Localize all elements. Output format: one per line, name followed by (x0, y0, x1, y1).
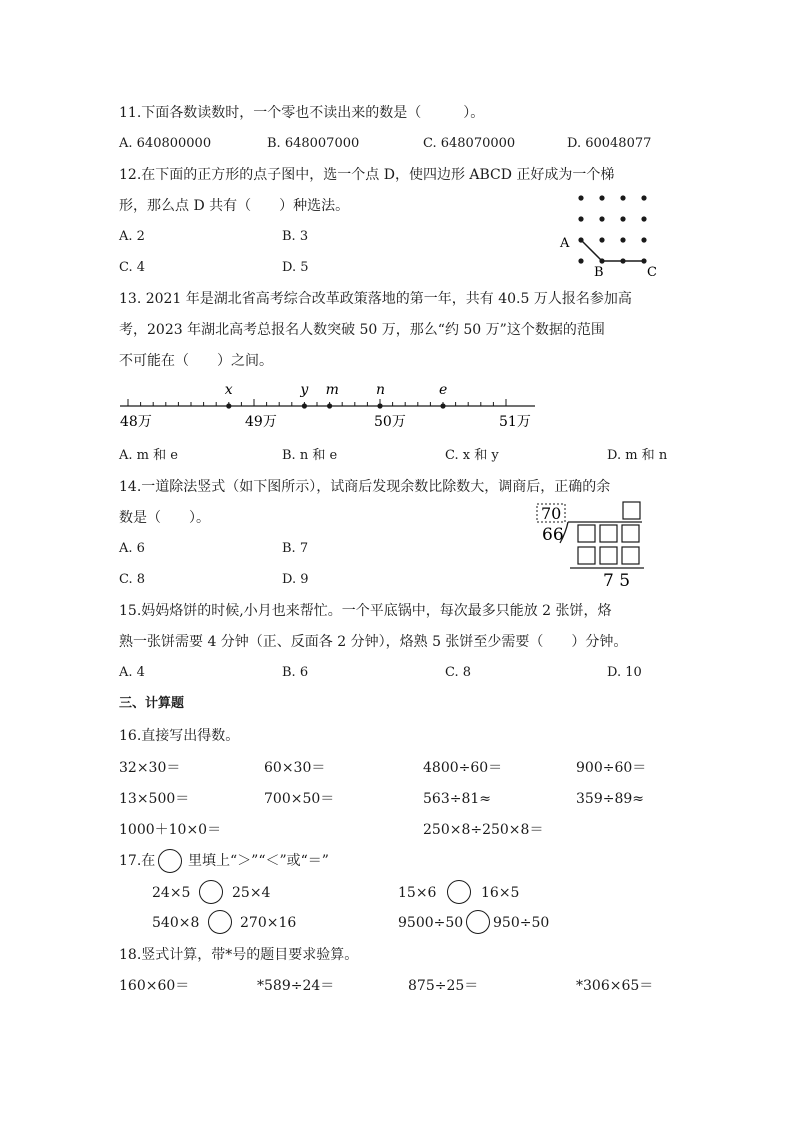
q16-item: 250×8÷250×8＝ (423, 822, 544, 838)
q14-line1: 14.一道除法竖式（如下图所示），试商后发现余数比除数大，调商后，正确的余 (119, 479, 611, 495)
q18-item: *589÷24＝ (257, 978, 335, 994)
q14-option-c: C. 8 (119, 572, 146, 587)
label-a: A (560, 236, 570, 251)
q16-stem: 16.直接写出得数。 (119, 728, 240, 744)
q11-option-d: D. 60048077 (567, 136, 652, 151)
point-m (327, 403, 332, 408)
dot-grid-figure (555, 186, 665, 278)
grid-dot (578, 216, 583, 221)
q17-left: 540×8 (152, 915, 200, 931)
grid-dot (620, 237, 625, 242)
remainder: 7 5 (603, 571, 631, 591)
q15-line2: 熟一张饼需要 4 分钟（正、反面各 2 分钟），烙熟 5 张饼至少需要（ ）分钟。 (119, 634, 628, 650)
tick-label-49: 49万 (245, 414, 277, 430)
tick-label-50: 50万 (374, 414, 406, 430)
q15-option-a: A. 4 (119, 665, 145, 680)
compare-circle[interactable] (208, 910, 232, 934)
q14-option-b: B. 7 (282, 541, 309, 556)
q13-line3: 不可能在（ ）之间。 (119, 353, 273, 369)
label-c: C (647, 265, 657, 278)
q13-option-c: C. x 和 y (445, 448, 499, 463)
q18-stem: 18.竖式计算，带*号的题目要求验算。 (119, 947, 359, 963)
q14-line2: 数是（ ）。 (119, 510, 210, 526)
grid-dot (641, 216, 646, 221)
section-title: 三、计算题 (119, 696, 185, 711)
q18-item: 875÷25＝ (408, 978, 479, 994)
q17-left: 15×6 (398, 885, 437, 901)
q16-item: 563÷81≈ (423, 791, 491, 807)
q17-right: 25×4 (232, 885, 271, 901)
q16-item: 32×30＝ (119, 760, 181, 776)
q17-left: 9500÷50 (398, 915, 464, 931)
q17-stem-after: 里填上“＞”“＜”或“＝” (188, 853, 329, 869)
q17-stem-before: 17.在 (119, 853, 156, 869)
q15-option-b: B. 6 (282, 665, 309, 680)
q13-option-a: A. m 和 e (119, 448, 178, 463)
point-y (302, 403, 307, 408)
point-label-n: n (376, 382, 386, 398)
q16-item: 359÷89≈ (576, 791, 644, 807)
grid-dot (578, 258, 583, 263)
q13-option-b: B. n 和 e (282, 448, 338, 463)
q12-option-d: D. 5 (282, 260, 309, 275)
q11-option-a: A. 640800000 (119, 136, 212, 151)
q11-option-b: B. 648007000 (267, 136, 360, 151)
grid-dot (599, 195, 604, 200)
q16-item: 1000＋10×0＝ (119, 822, 222, 838)
q15-option-d: D. 10 (607, 665, 642, 680)
grid-dot (578, 195, 583, 200)
q16-item: 900÷60＝ (576, 760, 647, 776)
divisor: 66 (542, 525, 564, 545)
tick-label-51: 51万 (499, 414, 531, 430)
point-e (440, 403, 445, 408)
point-label-y: y (300, 382, 309, 398)
q12-option-a: A. 2 (119, 229, 145, 244)
long-division-figure (530, 500, 660, 592)
tick-label-48: 48万 (120, 414, 152, 430)
point-label-x: x (224, 382, 233, 398)
compare-circle[interactable] (447, 880, 471, 904)
q16-item: 700×50＝ (264, 791, 335, 807)
q16-item: 4800÷60＝ (423, 760, 503, 776)
q17-right: 270×16 (240, 915, 297, 931)
grid-dot (641, 237, 646, 242)
compare-circle[interactable] (199, 880, 223, 904)
compare-circle[interactable] (158, 849, 182, 873)
q18-item: 160×60＝ (119, 978, 190, 994)
q14-option-d: D. 9 (282, 572, 309, 587)
q16-item: 13×500＝ (119, 791, 190, 807)
q13-line2: 考，2023 年湖北高考总报名人数突破 50 万，那么“约 50 万”这个数据的范围 (119, 322, 605, 338)
label-b: B (594, 265, 604, 278)
q13-option-d: D. m 和 n (607, 448, 668, 463)
grid-dot (599, 237, 604, 242)
q11-option-c: C. 648070000 (423, 136, 516, 151)
compare-circle[interactable] (466, 910, 490, 934)
q15-line1: 15.妈妈烙饼的时候,小月也来帮忙。一个平底锅中，每次最多只能放 2 张饼，烙 (119, 603, 612, 619)
dashed-number: 70 (541, 504, 562, 523)
q11-stem: 11.下面各数读数时，一个零也不读出来的数是（ ）。 (119, 105, 485, 121)
point-label-e: e (439, 382, 448, 398)
grid-dot (620, 216, 625, 221)
point-n (377, 403, 382, 408)
grid-dot (641, 195, 646, 200)
q16-item: 60×30＝ (264, 760, 326, 776)
number-line-figure (115, 378, 545, 433)
q14-option-a: A. 6 (119, 541, 145, 556)
q18-item: *306×65＝ (576, 978, 654, 994)
q12-option-b: B. 3 (282, 229, 309, 244)
point-x (226, 403, 231, 408)
grid-dot (599, 216, 604, 221)
q12-line2: 形，那么点 D 共有（ ）种选法。 (119, 198, 350, 214)
q17-right: 950÷50 (493, 915, 550, 931)
point-label-m: m (325, 382, 339, 398)
q12-option-c: C. 4 (119, 260, 146, 275)
q17-right: 16×5 (481, 885, 520, 901)
q12-line1: 12.在下面的正方形的点子图中，选一个点 D，使四边形 ABCD 正好成为一个梯 (119, 167, 615, 183)
q17-left: 24×5 (152, 885, 191, 901)
q13-line1: 13. 2021 年是湖北省高考综合改革政策落地的第一年，共有 40.5 万人报名参加高 (119, 291, 632, 307)
q15-option-c: C. 8 (445, 665, 472, 680)
grid-dot (620, 195, 625, 200)
